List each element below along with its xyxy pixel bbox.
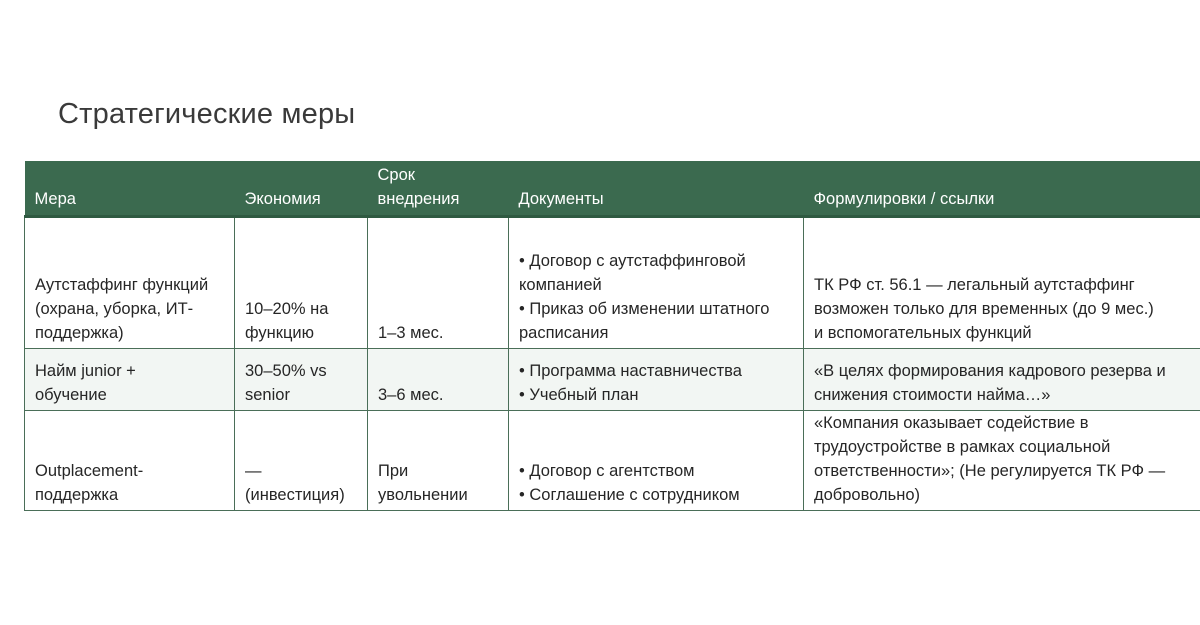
cell-term: 1–3 мес. xyxy=(368,217,509,349)
column-header-term: Срок внедрения xyxy=(368,161,509,217)
cell-measure: Outplacement- поддержка xyxy=(25,411,235,511)
page-title: Стратегические меры xyxy=(58,98,356,130)
column-header-wording: Формулировки / ссылки xyxy=(804,161,1200,217)
cell-wording: «В целях формирования кадрового резерва и снижения стоимости найма…» xyxy=(804,349,1200,411)
cell-saving: 30–50% vs senior xyxy=(235,349,368,411)
cell-documents: • Договор с агентством • Соглашение с сотрудником xyxy=(509,411,804,511)
column-header-measure: Мера xyxy=(25,161,235,217)
table-row xyxy=(25,217,1200,349)
cell-wording: ТК РФ ст. 56.1 — легальный аутстаффинг возможен только для временных (до 9 мес.) и вспомогательных функций xyxy=(804,217,1200,349)
cell-term: 3–6 мес. xyxy=(368,349,509,411)
cell-wording: «Компания оказывает содействие в трудоустройстве в рамках социальной ответственности»; (Не регулируется ТК РФ — добровольно) xyxy=(804,411,1200,511)
cell-saving: — (инвестиция) xyxy=(235,411,368,511)
table-row xyxy=(25,349,1200,411)
column-header-saving: Экономия xyxy=(235,161,368,217)
cell-documents: • Программа наставничества • Учебный план xyxy=(509,349,804,411)
measures-table xyxy=(24,161,1200,511)
cell-measure: Найм junior + обучение xyxy=(25,349,235,411)
cell-documents: • Договор с аутстаффинговой компанией • Приказ об изменении штатного расписания xyxy=(509,217,804,349)
column-header-documents: Документы xyxy=(509,161,804,217)
cell-saving: 10–20% на функцию xyxy=(235,217,368,349)
cell-term: При увольнении xyxy=(368,411,509,511)
cell-measure: Аутстаффинг функций (охрана, уборка, ИТ- поддержка) xyxy=(25,217,235,349)
table-header-row xyxy=(25,161,1200,217)
table-row xyxy=(25,411,1200,511)
